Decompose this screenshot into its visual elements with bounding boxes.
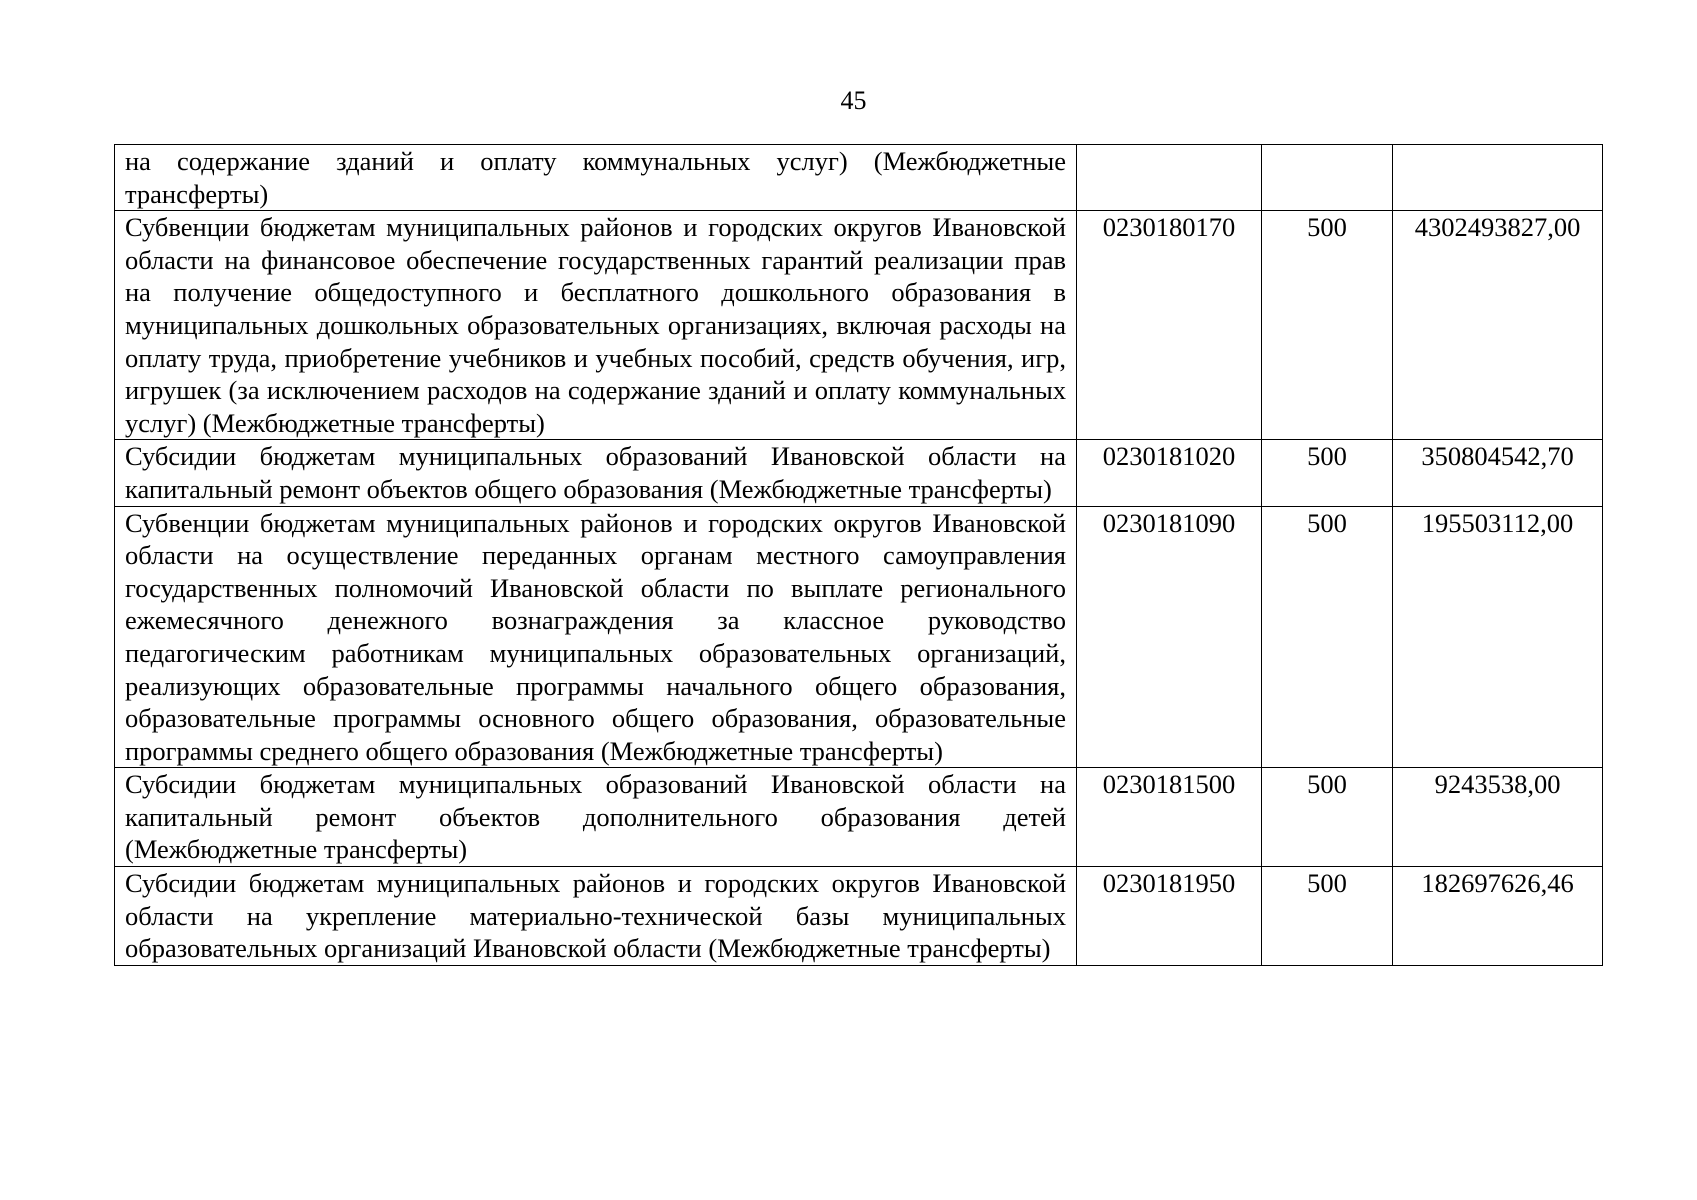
row-description: Субсидии бюджетам муниципальных районов и городских округов Ивановской области на укрепление материально-технической базы муниципальных образовательных организаций Ивановской области (Межбюджетные трансферты) — [115, 867, 1077, 966]
table-row — [115, 211, 1603, 440]
row-target-code — [1077, 145, 1262, 211]
page-number: 45 — [840, 86, 867, 115]
row-expense-type: 500 — [1262, 440, 1393, 506]
table-row — [115, 506, 1603, 768]
row-expense-type — [1262, 145, 1393, 211]
table-row — [115, 768, 1603, 867]
row-target-code: 0230181020 — [1077, 440, 1262, 506]
row-amount: 9243538,00 — [1393, 768, 1603, 867]
row-description: на содержание зданий и оплату коммунальных услуг) (Межбюджетные трансферты) — [115, 145, 1077, 211]
row-amount: 182697626,46 — [1393, 867, 1603, 966]
row-expense-type: 500 — [1262, 867, 1393, 966]
row-target-code: 0230181950 — [1077, 867, 1262, 966]
row-amount — [1393, 145, 1603, 211]
row-amount: 350804542,70 — [1393, 440, 1603, 506]
table-row — [115, 440, 1603, 506]
row-expense-type: 500 — [1262, 211, 1393, 440]
row-amount: 195503112,00 — [1393, 506, 1603, 768]
row-amount: 4302493827,00 — [1393, 211, 1603, 440]
budget-table — [114, 144, 1603, 966]
row-description: Субвенции бюджетам муниципальных районов и городских округов Ивановской области на осуществление переданных органам местного самоуправления государственных полномочий Ивановской области по выплате регионального ежемесячного денежного вознаграждения за классное руководство педагогическим работникам муниципальных образовательных организаций, реализующих образовательные программы начального общего образования, образовательные программы основного общего образования, образовательные программы среднего общего образования (Межбюджетные трансферты) — [115, 506, 1077, 768]
row-target-code: 0230180170 — [1077, 211, 1262, 440]
row-description: Субвенции бюджетам муниципальных районов и городских округов Ивановской области на финансовое обеспечение государственных гарантий реализации прав на получение общедоступного и бесплатного дошкольного образования в муниципальных дошкольных образовательных организациях, включая расходы на оплату труда, приобретение учебников и учебных пособий, средств обучения, игр, игрушек (за исключением расходов на содержание зданий и оплату коммунальных услуг) (Межбюджетные трансферты) — [115, 211, 1077, 440]
row-expense-type: 500 — [1262, 768, 1393, 867]
table-row — [115, 867, 1603, 966]
row-description: Субсидии бюджетам муниципальных образований Ивановской области на капитальный ремонт объектов дополнительного образования детей (Межбюджетные трансферты) — [115, 768, 1077, 867]
row-expense-type: 500 — [1262, 506, 1393, 768]
row-target-code: 0230181090 — [1077, 506, 1262, 768]
table-row — [115, 145, 1603, 211]
row-description: Субсидии бюджетам муниципальных образований Ивановской области на капитальный ремонт объектов общего образования (Межбюджетные трансферты) — [115, 440, 1077, 506]
row-target-code: 0230181500 — [1077, 768, 1262, 867]
